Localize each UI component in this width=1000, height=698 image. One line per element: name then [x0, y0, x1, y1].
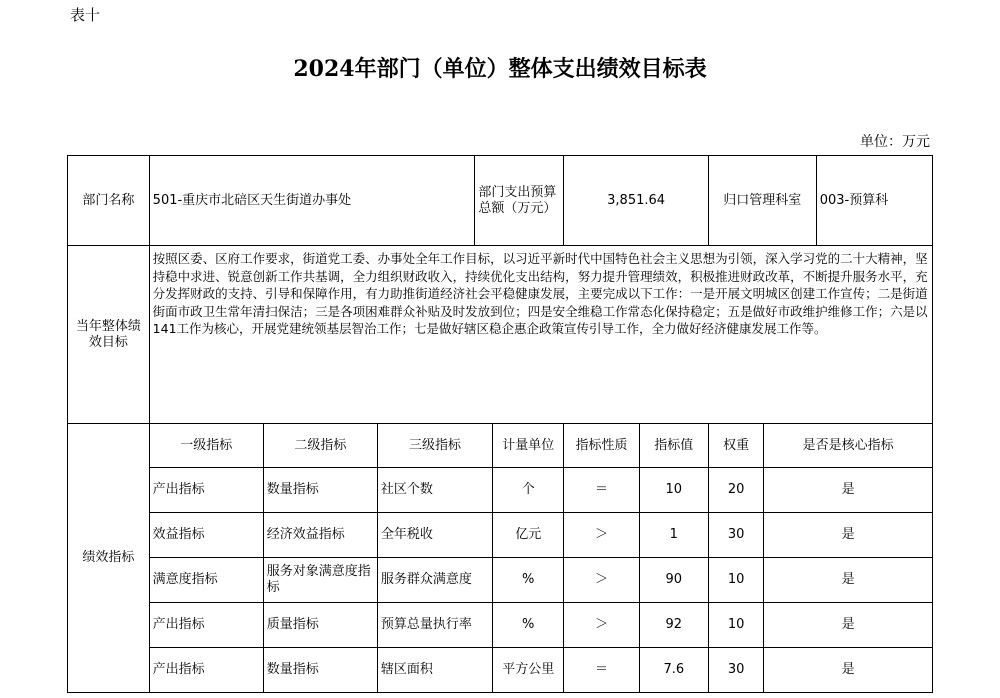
mgmt-label: 归口管理科室 — [708, 156, 816, 246]
budget-label: 部门支出预算总额（万元） — [475, 156, 564, 246]
cell-level3: 预算总量执行率 — [377, 603, 492, 648]
cell-nature: ＞ — [564, 603, 639, 648]
header-level1: 一级指标 — [149, 424, 263, 468]
cell-level2: 质量指标 — [263, 603, 377, 648]
cell-level1: 产出指标 — [149, 603, 263, 648]
table-row — [68, 603, 933, 648]
cell-core: 是 — [764, 648, 933, 693]
table-row — [68, 648, 933, 693]
cell-core: 是 — [764, 558, 933, 603]
cell-weight: 30 — [708, 513, 763, 558]
table-row — [68, 513, 933, 558]
cell-level3: 全年税收 — [377, 513, 492, 558]
cell-unit: 亿元 — [493, 513, 564, 558]
cell-core: 是 — [764, 468, 933, 513]
goal-label: 当年整体绩效目标 — [68, 246, 150, 424]
info-row — [68, 156, 933, 246]
mgmt-value: 003-预算科 — [816, 156, 932, 246]
cell-nature: ＝ — [564, 648, 639, 693]
cell-nature: ＞ — [564, 513, 639, 558]
cell-value: 90 — [639, 558, 708, 603]
cell-level2: 数量指标 — [263, 468, 377, 513]
header-value: 指标值 — [639, 424, 708, 468]
header-unit: 计量单位 — [493, 424, 564, 468]
cell-level2: 数量指标 — [263, 648, 377, 693]
cell-nature: ＞ — [564, 558, 639, 603]
indicator-header-row — [68, 424, 933, 468]
dept-name-value: 501-重庆市北碚区天生街道办事处 — [149, 156, 475, 246]
cell-nature: ＝ — [564, 468, 639, 513]
cell-level3: 辖区面积 — [377, 648, 492, 693]
performance-table — [67, 155, 933, 693]
cell-weight: 10 — [708, 558, 763, 603]
indicators-label: 绩效指标 — [68, 424, 150, 693]
cell-weight: 20 — [708, 468, 763, 513]
cell-weight: 10 — [708, 603, 763, 648]
cell-level2: 服务对象满意度指标 — [263, 558, 377, 603]
cell-core: 是 — [764, 603, 933, 648]
cell-value: 1 — [639, 513, 708, 558]
header-level2: 二级指标 — [263, 424, 377, 468]
cell-unit: 平方公里 — [493, 648, 564, 693]
cell-value: 10 — [639, 468, 708, 513]
cell-value: 92 — [639, 603, 708, 648]
cell-unit: % — [493, 603, 564, 648]
cell-level3: 服务群众满意度 — [377, 558, 492, 603]
cell-level2: 经济效益指标 — [263, 513, 377, 558]
table-row — [68, 468, 933, 513]
cell-weight: 30 — [708, 648, 763, 693]
dept-name-label: 部门名称 — [68, 156, 150, 246]
unit-label: 单位：万元 — [860, 134, 930, 150]
header-nature: 指标性质 — [564, 424, 639, 468]
cell-value: 7.6 — [639, 648, 708, 693]
cell-level1: 产出指标 — [149, 468, 263, 513]
table-row — [68, 558, 933, 603]
header-weight: 权重 — [708, 424, 763, 468]
budget-value: 3,851.64 — [564, 156, 709, 246]
cell-core: 是 — [764, 513, 933, 558]
header-core: 是否是核心指标 — [764, 424, 933, 468]
cell-level1: 产出指标 — [149, 648, 263, 693]
header-level3: 三级指标 — [377, 424, 492, 468]
cell-unit: 个 — [493, 468, 564, 513]
cell-level3: 社区个数 — [377, 468, 492, 513]
page-title: 2024年部门（单位）整体支出绩效目标表 — [293, 56, 707, 82]
cell-level1: 满意度指标 — [149, 558, 263, 603]
cell-level1: 效益指标 — [149, 513, 263, 558]
goal-text: 按照区委、区府工作要求，街道党工委、办事处全年工作目标，以习近平新时代中国特色社会主义思想为引领，深入学习党的二十大精神，坚持稳中求进、锐意创新工作共基调，全力组织财政收入，持续优化支出结构，努力提升管理绩效，积极推进财政改革，不断提升服务水平，充分发挥财政的支持、引导和保障作用，有力助推街道经济社会平稳健康发展，主要完成以下工作：一是开展文明城区创建工作宣传；二是街道街面市政卫生常年清扫保洁；三是各项困难群众补贴及时发放到位；四是安全维稳工作常态化保持稳定；五是做好市政维护维修工作；六是以141工作为核心，开展党建统领基层智治工作；七是做好辖区稳企惠企政策宣传引导工作，全力做好经济健康发展工作等。 — [149, 246, 932, 424]
goal-row — [68, 246, 933, 424]
table-label: 表十 — [70, 6, 101, 24]
cell-unit: % — [493, 558, 564, 603]
